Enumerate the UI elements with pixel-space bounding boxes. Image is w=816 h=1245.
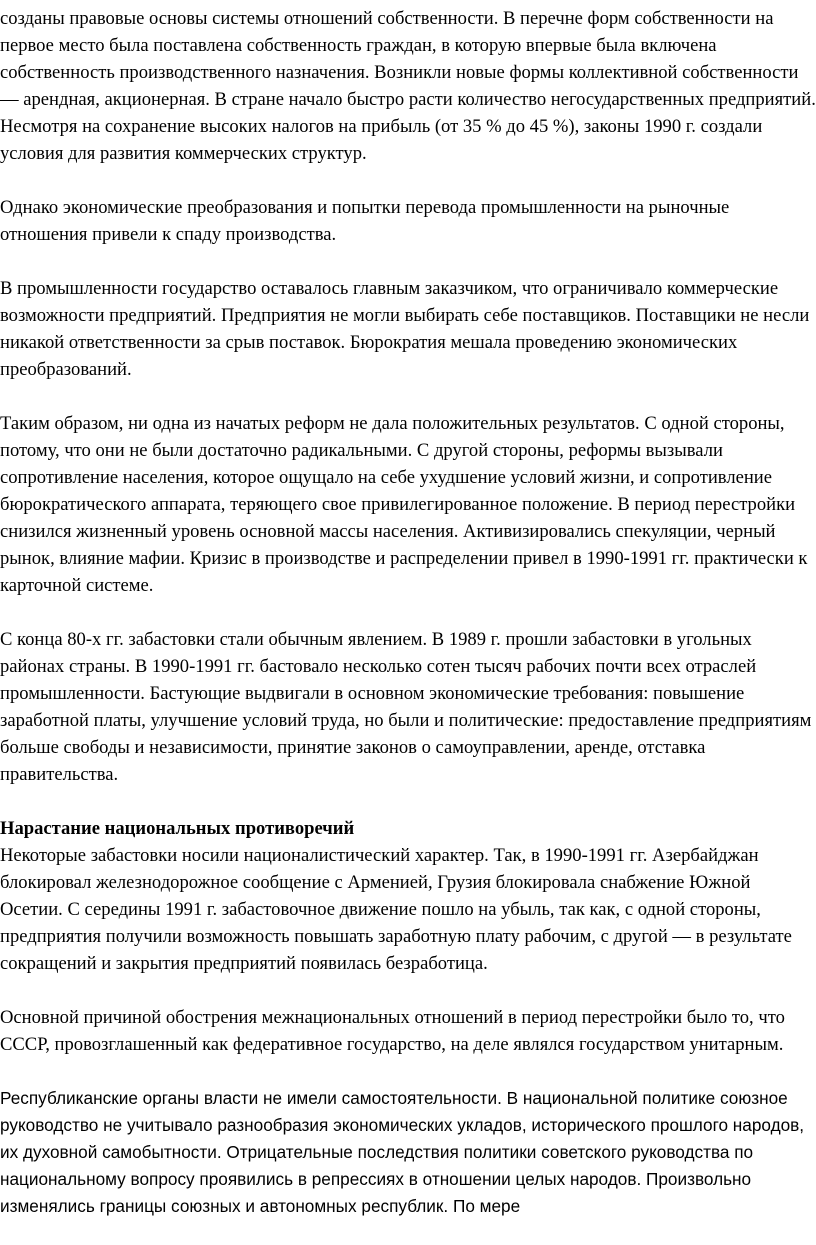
paragraph-main-cause: Основной причиной обострения межнациональных отношений в период перестройки было то, что СССР, провозглашенный как федеративное государство, на деле являлся государством унитарным. xyxy=(0,1007,785,1055)
paragraph-state-customer: В промышленности государство оставалось главным заказчиком, что ограничивало коммерческие возможности предприятий. Предприятия не могли выбирать себе поставщиков. Поставщики не несли никакой ответственности за срыв поставок. Бюрократия мешала проведению экономических преобразований. xyxy=(0,278,810,380)
section-national-contradictions xyxy=(0,815,816,1220)
section-heading: Нарастание национальных противоречий xyxy=(0,818,355,839)
paragraph-reform-results: Таким образом, ни одна из начатых реформ не дала положительных результатов. С одной стороны, потому, что они не были достаточно радикальными. С другой стороны, реформы вызывали сопротивление населения, которое ощущало на себе ухудшение условий жизни, и сопротивление бюрократического аппарата, теряющего свое привилегированное положение. В период перестройки снизился жизненный уровень основной массы населения. Активизировались спекуляции, черный рынок, влияние мафии. Кризис в производстве и распределении привел в 1990-1991 гг. практически к карточной системе. xyxy=(0,413,808,596)
paragraph-property-forms: созданы правовые основы системы отношений собственности. В перечне форм собственности на первое место была поставлена собственность граждан, в которую впервые была включена собственность производственного назначения. Возникли новые формы коллективной собственности — арендная, акционерная. В стране начало быстро расти количество негосударственных предприятий. Несмотря на сохранение высоких налогов на прибыль (от 35 % до 45 %), законы 1990 г. создали условия для развития коммерческих структур. xyxy=(0,8,816,164)
paragraph-republican-authorities: Республиканские органы власти не имели самостоятельности. В национальной политике союзное руководство не учитывало разнообразия экономических укладов, исторического прошлого народов, их духовной самобытности. Отрицательные последствия политики советского руководства по национальному вопросу проявились в репрессиях в отношении целых народов. Произвольно изменялись границы союзных и автономных республик. По мере xyxy=(0,1088,805,1216)
paragraph-strikes: С конца 80-х гг. забастовки стали обычным явлением. В 1989 г. прошли забастовки в угольных районах страны. В 1990-1991 гг. бастовало несколько сотен тысяч рабочих почти всех отраслей промышленности. Бастующие выдвигали в основном экономические требования: повышение заработной платы, улучшение условий труда, но были и политические: предоставление предприятиям больше свободы и независимости, принятие законов о самоуправлении, аренде, отставка правительства. xyxy=(0,629,812,785)
paragraph-nationalist-strikes: Некоторые забастовки носили националистический характер. Так, в 1990-1991 гг. Азербайджан блокировал железнодорожное сообщение с Арменией, Грузия блокировала снабжение Южной Осетии. С середины 1991 г. забастовочное движение пошло на убыль, так как, с одной стороны, предприятия получили возможность повышать заработную плату рабочим, с другой — в результате сокращений и закрытия предприятий появилась безработица. xyxy=(0,845,792,974)
paragraph-production-decline: Однако экономические преобразования и попытки перевода промышленности на рыночные отношения привели к спаду производства. xyxy=(0,197,730,245)
